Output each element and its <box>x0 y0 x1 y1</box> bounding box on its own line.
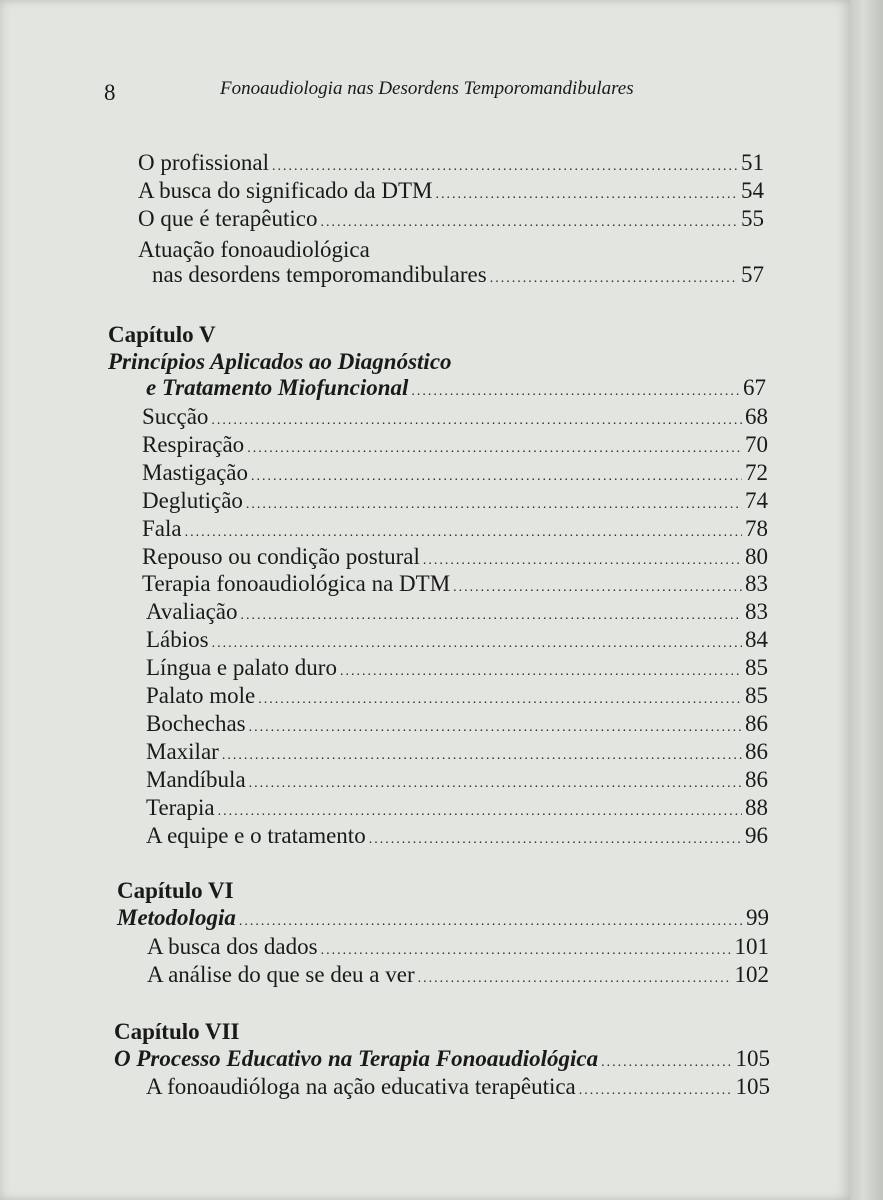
toc-entry-page: 99 <box>746 905 769 930</box>
toc-entry <box>142 571 768 597</box>
toc-entry <box>147 962 769 988</box>
toc-entry <box>142 544 768 570</box>
toc-entry <box>138 150 764 176</box>
leader-dots <box>185 525 742 541</box>
toc-entry-label-line1: Atuação fonoaudiológica <box>138 237 370 262</box>
leader-dots <box>490 271 738 287</box>
toc-entry <box>138 206 764 232</box>
toc-entry-page: 105 <box>735 1046 770 1071</box>
toc-entry-page: 55 <box>741 206 764 231</box>
leader-dots <box>320 215 738 231</box>
toc-entry-page: 84 <box>745 627 768 653</box>
toc-entry-label: Maxilar <box>146 738 219 764</box>
toc-entry-page: 105 <box>735 1074 770 1099</box>
leader-dots <box>272 159 738 175</box>
toc-entry-page: 85 <box>745 683 768 708</box>
leader-dots <box>321 943 732 959</box>
leader-dots <box>249 776 742 792</box>
toc-entry-label: Deglutição <box>142 487 243 513</box>
chapter-heading: Capítulo VII <box>114 1019 240 1044</box>
toc-entry <box>147 934 769 960</box>
toc-entry-label: Língua e palato duro <box>146 655 337 681</box>
toc-entry <box>146 655 768 681</box>
toc-entry-label: A análise do que se deu a ver <box>147 962 415 987</box>
toc-entry-page: 102 <box>734 962 769 987</box>
toc-entry-page: 74 <box>745 487 768 513</box>
toc-entry <box>142 488 768 514</box>
leader-dots <box>251 469 742 485</box>
toc-entry <box>142 460 768 486</box>
toc-entry-page: 72 <box>745 459 768 485</box>
toc-entry <box>146 683 768 709</box>
toc-entry <box>152 262 764 288</box>
chapter-title: O Processo Educativo na Terapia Fonoaudiológica <box>114 1046 599 1071</box>
toc-entry <box>146 739 768 765</box>
leader-dots <box>246 497 742 513</box>
toc-entry-label: Palato mole <box>146 683 256 708</box>
leader-dots <box>601 1055 732 1071</box>
toc-entry-label: O que é terapêutico <box>138 206 318 231</box>
toc-entry-label: Mandíbula <box>146 766 246 792</box>
leader-dots <box>222 748 742 764</box>
toc-entry-label: Sucção <box>142 404 209 429</box>
toc-entry-page: 78 <box>745 515 768 541</box>
toc-entry-label: A busca dos dados <box>147 934 318 959</box>
toc-entry <box>146 795 768 821</box>
toc-entry-label: Lábios <box>146 627 209 653</box>
toc-entry-label: nas desordens temporomandibulares <box>152 262 487 287</box>
toc-entry <box>138 178 764 204</box>
toc-entry <box>146 599 768 625</box>
chapter-heading: Capítulo VI <box>117 878 234 903</box>
chapter-title-entry <box>146 375 766 401</box>
toc-entry <box>142 404 768 430</box>
leader-dots <box>579 1083 733 1099</box>
toc-entry-page: 85 <box>745 655 768 681</box>
toc-entry <box>146 711 768 737</box>
running-title: Fonoaudiologia nas Desordens Temporomandibulares <box>220 78 634 99</box>
leader-dots <box>249 720 742 736</box>
toc-entry <box>146 767 768 793</box>
leader-dots <box>411 384 740 400</box>
toc-entry-page: 68 <box>745 404 768 429</box>
toc-entry-label: A busca do significado da DTM <box>138 178 433 203</box>
toc-entry-label: Respiração <box>142 431 245 457</box>
toc-entry-label: Terapia fonoaudiológica na DTM <box>142 571 451 597</box>
chapter-title-line1: Princípios Aplicados ao Diagnóstico <box>108 349 452 374</box>
toc-entry-label: Avaliação <box>146 599 238 625</box>
toc-entry-page: 86 <box>745 766 768 792</box>
toc-entry-page: 67 <box>743 375 766 400</box>
leader-dots <box>453 580 742 596</box>
chapter-heading: Capítulo V <box>108 322 216 347</box>
leader-dots <box>423 553 742 569</box>
toc-entry-page: 83 <box>745 599 768 625</box>
page-number: 8 <box>104 80 116 105</box>
toc-entry-page: 51 <box>741 150 764 175</box>
chapter-title-line2: e Tratamento Miofuncional <box>146 375 409 400</box>
toc-entry-label: Terapia <box>146 794 215 820</box>
toc-entry-page: 96 <box>745 822 768 848</box>
toc-entry-page: 86 <box>745 738 768 764</box>
toc-entry-label: Fala <box>142 515 182 541</box>
leader-dots <box>212 636 742 652</box>
toc-entry-page: 88 <box>745 794 768 820</box>
toc-entry-page: 54 <box>741 178 764 203</box>
leader-dots <box>211 413 742 429</box>
toc-entry-page: 70 <box>745 431 768 457</box>
leader-dots <box>369 832 742 848</box>
toc-entry-page: 57 <box>741 262 764 287</box>
toc-entry-label: A equipe e o tratamento <box>146 822 366 848</box>
leader-dots <box>247 441 742 457</box>
toc-entry-page: 80 <box>745 543 768 569</box>
leader-dots <box>218 804 742 820</box>
leader-dots <box>241 608 742 624</box>
toc-entry <box>142 516 768 542</box>
leader-dots <box>239 914 743 930</box>
chapter-title-entry <box>117 905 769 931</box>
toc-entry <box>146 823 768 849</box>
leader-dots <box>340 664 742 680</box>
toc-entry-label: O profissional <box>138 150 269 175</box>
toc-entry <box>142 432 768 458</box>
leader-dots <box>258 692 742 708</box>
page-edge <box>850 0 883 1200</box>
toc-entry-page: 83 <box>745 571 768 597</box>
chapter-title-entry <box>114 1046 770 1072</box>
toc-entry-page: 86 <box>745 710 768 736</box>
toc-entry-label: Repouso ou condição postural <box>142 543 420 569</box>
toc-entry-label: A fonoaudióloga na ação educativa terapêutica <box>146 1074 576 1099</box>
leader-dots <box>435 187 738 203</box>
toc-entry-page: 101 <box>734 934 769 959</box>
toc-entry-label: Mastigação <box>142 459 249 485</box>
toc-entry <box>146 627 768 653</box>
toc-entry-label: Bochechas <box>146 710 246 736</box>
chapter-title: Metodologia <box>117 905 236 930</box>
leader-dots <box>418 971 732 987</box>
toc-entry <box>146 1074 770 1100</box>
